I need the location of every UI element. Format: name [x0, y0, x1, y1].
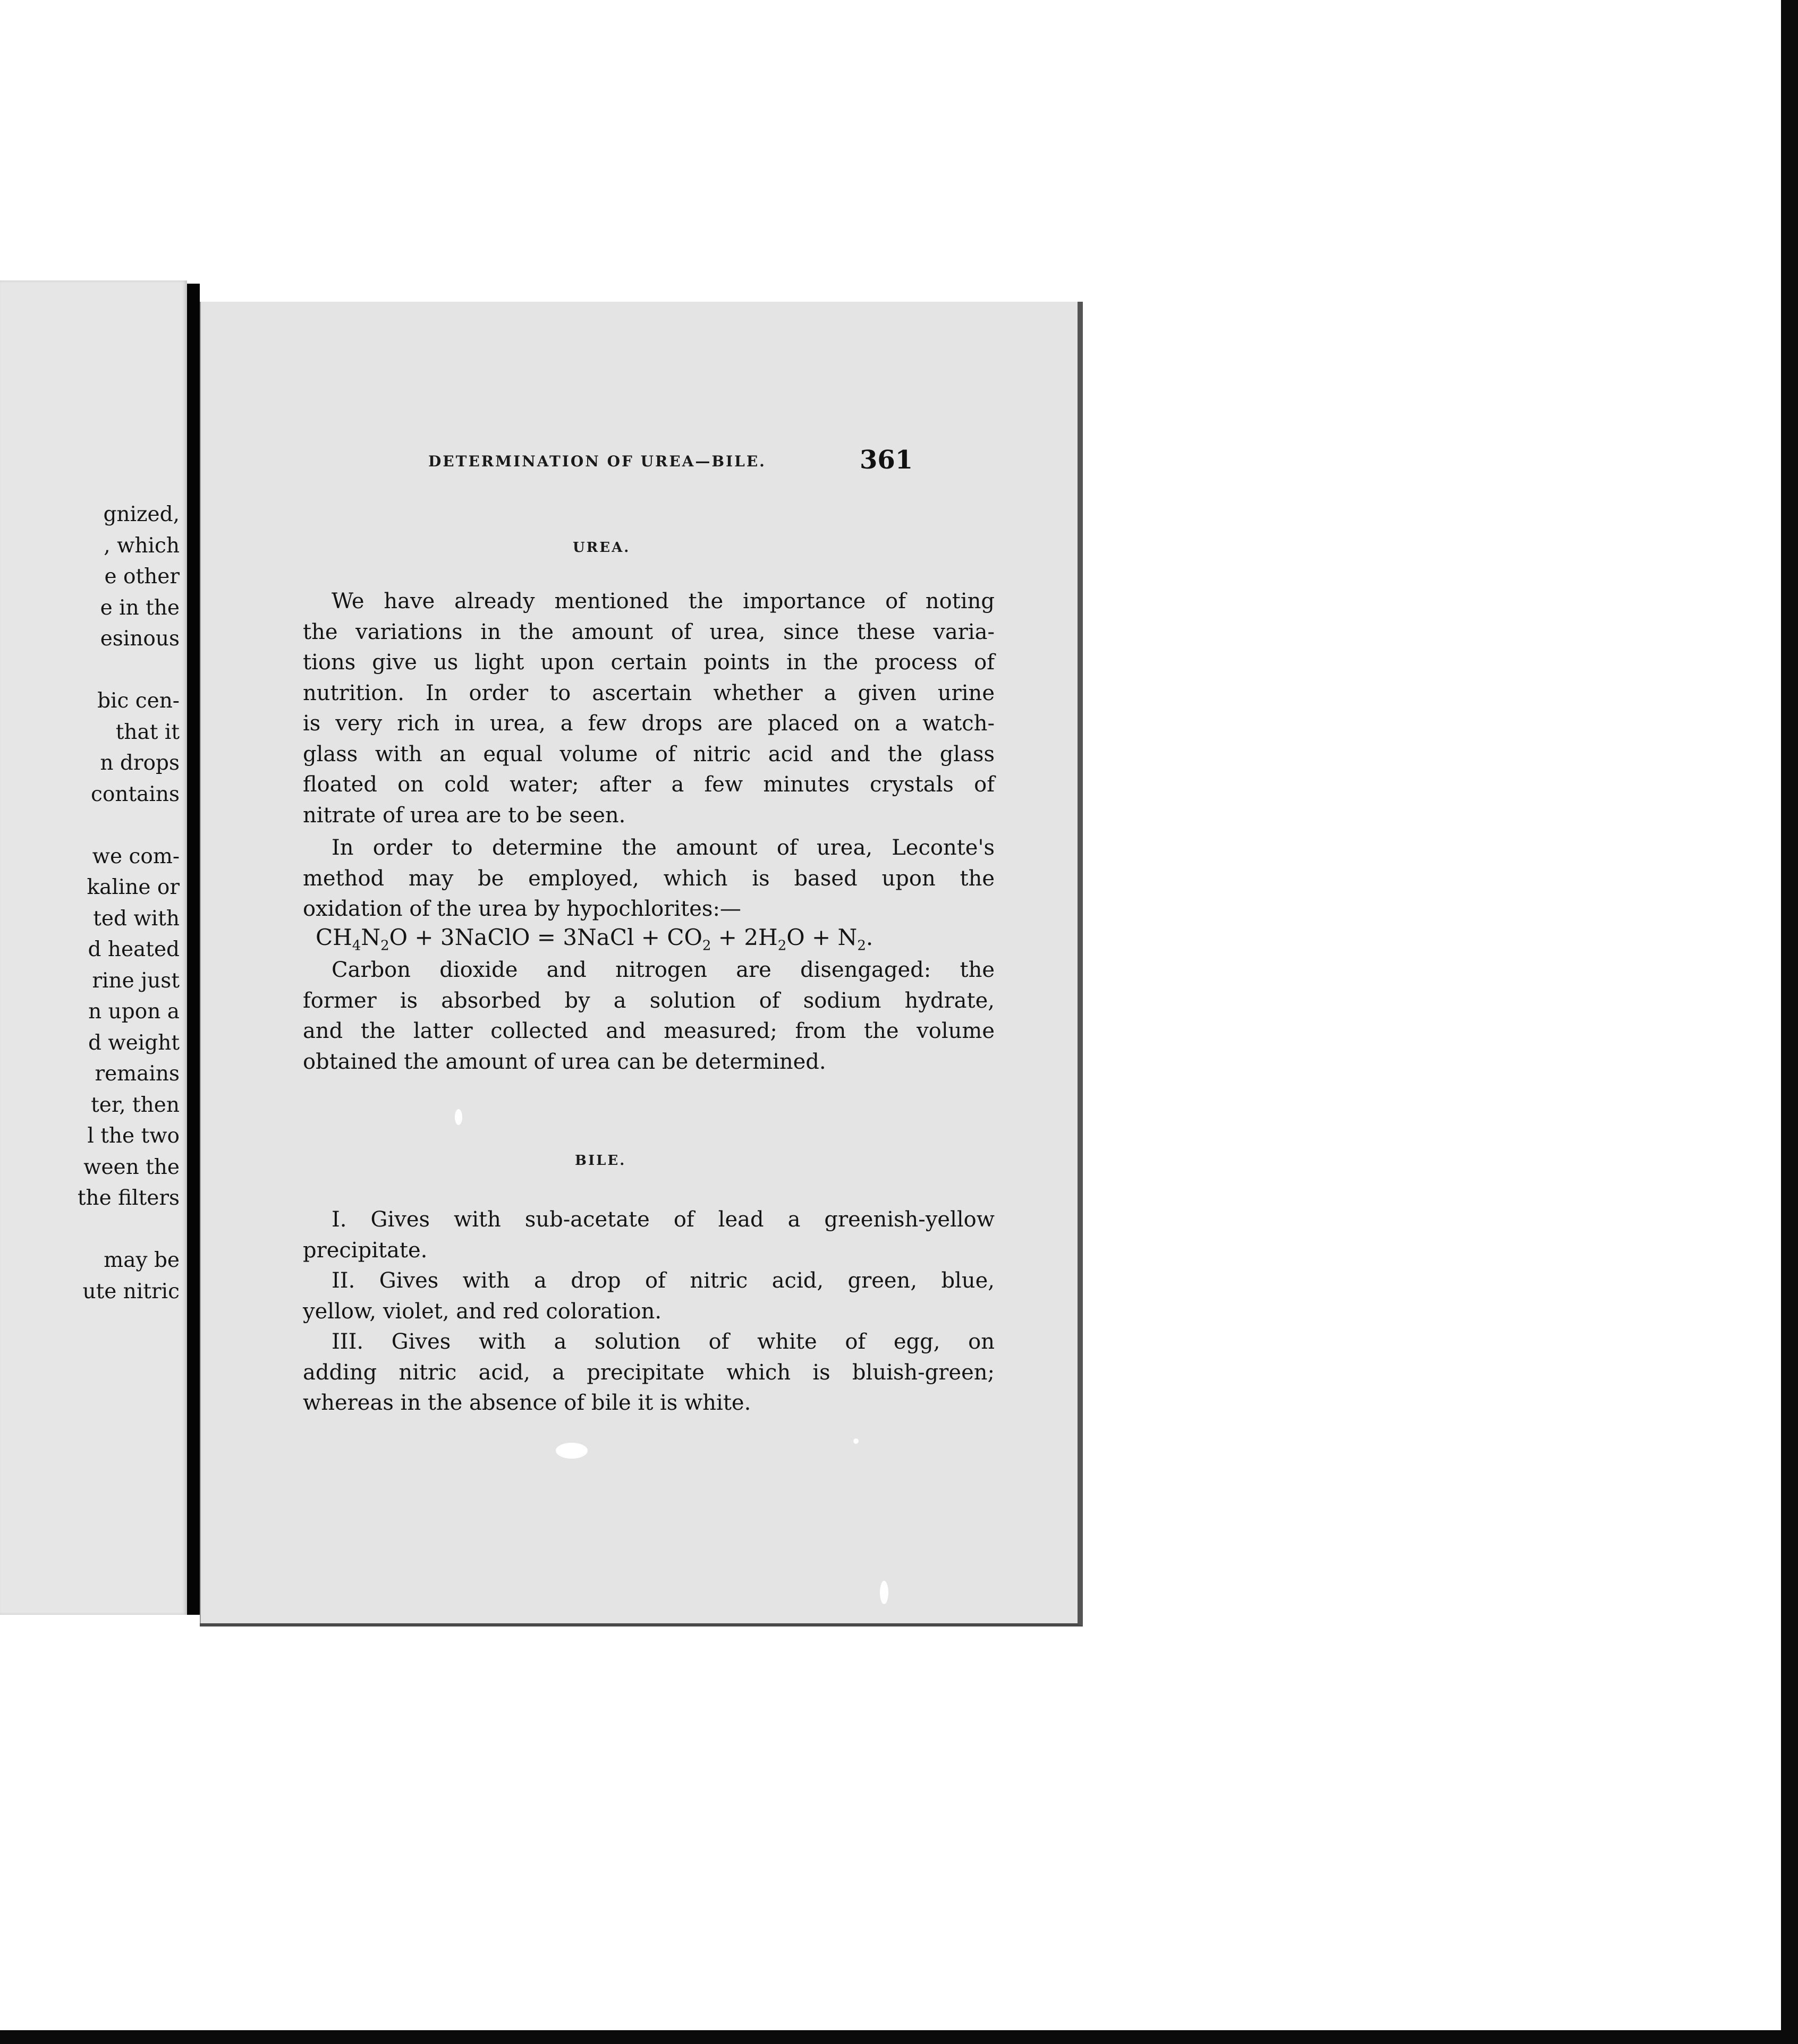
text-line: former is absorbed by a solution of sodium hydrate,: [303, 988, 995, 1013]
text-line: We have already mentioned the importance of noting: [332, 589, 995, 614]
scan-speck: [455, 1109, 462, 1125]
left-page-fragment: [0, 1214, 180, 1246]
left-page-fragment: [0, 655, 180, 686]
left-page-fragment: ute nitric: [82, 1279, 180, 1304]
chemical-equation: [316, 924, 873, 953]
section-heading-bile: BILE.: [575, 1153, 626, 1169]
left-page-fragment: rine just: [92, 968, 180, 993]
left-page-fragment: e other: [104, 565, 180, 589]
bile-item-3: [303, 1327, 995, 1419]
left-page-fragment: the filters: [77, 1186, 180, 1210]
text-line: precipitate.: [303, 1238, 428, 1263]
left-page-fragment: ween the: [83, 1155, 180, 1179]
bile-item-2: [303, 1266, 995, 1327]
left-page: [0, 280, 187, 1615]
scan-border-right: [1781, 0, 1798, 2044]
text-line: I. Gives with sub-acetate of lead a greenish-yellow: [332, 1207, 995, 1232]
text-line: nitrate of urea are to be seen.: [303, 803, 626, 828]
equation-subscript: 2: [857, 938, 866, 954]
text-line: oxidation of the urea by hypochlorites:—: [303, 897, 741, 921]
text-line: Carbon dioxide and nitrogen are disengaged: the: [332, 958, 995, 982]
book-spine: [187, 284, 200, 1615]
left-page-fragment: contains: [91, 782, 180, 806]
page-number: 361: [860, 445, 913, 475]
equation-part: N: [361, 924, 381, 950]
left-page-fragment: that it: [115, 720, 180, 744]
equation-subscript: 2: [777, 938, 787, 954]
left-page-fragment: e in the: [100, 595, 180, 620]
urea-paragraph-3: [303, 955, 995, 1077]
equation-part: CH: [316, 924, 352, 950]
scan-speck: [880, 1581, 888, 1604]
text-line: II. Gives with a drop of nitric acid, green, blue,: [332, 1268, 995, 1293]
left-page-text-fragments: [0, 499, 180, 1307]
text-line: tions give us light upon certain points in the process of: [303, 650, 995, 675]
scan-speck: [853, 1438, 859, 1444]
left-page-fragment: we com-: [92, 844, 180, 868]
left-page-fragment: , which: [104, 533, 180, 558]
text-line: yellow, violet, and red coloration.: [303, 1299, 662, 1324]
left-page-fragment: gnized,: [103, 503, 180, 526]
left-page-fragment: d weight: [88, 1030, 180, 1055]
equation-part: .: [866, 924, 873, 950]
text-line: whereas in the absence of bile it is white.: [303, 1391, 751, 1415]
left-page-fragment: d heated: [88, 938, 180, 961]
left-page-fragment: n upon a: [88, 1000, 180, 1024]
bile-item-1: [303, 1205, 995, 1266]
running-header: [428, 445, 1083, 477]
text-line: is very rich in urea, a few drops are placed on a watch-: [303, 711, 995, 736]
text-line: obtained the amount of urea can be determined.: [303, 1049, 826, 1074]
right-page: [200, 302, 1083, 1626]
equation-subscript: 2: [702, 938, 711, 954]
left-page-fragment: n drops: [100, 751, 180, 775]
equation-subscript: 2: [380, 938, 389, 954]
running-title: DETERMINATION OF UREA—BILE.: [428, 453, 766, 470]
left-page-fragment: kaline or: [87, 875, 180, 899]
text-line: method may be employed, which is based upon the: [303, 866, 995, 891]
text-line: III. Gives with a solution of white of egg, on: [332, 1330, 995, 1354]
equation-part: + 2H: [711, 924, 778, 950]
left-page-fragment: bic cen-: [97, 689, 180, 713]
text-line: In order to determine the amount of urea, Leconte's: [332, 836, 995, 860]
left-page-fragment: l the two: [87, 1124, 180, 1148]
equation-subscript: 4: [352, 938, 361, 954]
scan-border-bottom: [0, 2030, 1798, 2044]
left-page-fragment: esinous: [100, 627, 180, 651]
text-line: nutrition. In order to ascertain whether a given urine: [303, 680, 995, 705]
left-page-fragment: remains: [95, 1062, 180, 1086]
section-heading-urea: UREA.: [573, 540, 631, 556]
text-line: and the latter collected and measured; from the volume: [303, 1019, 995, 1043]
urea-paragraph-2: [303, 833, 995, 925]
scan-speck: [556, 1443, 588, 1459]
text-line: floated on cold water; after a few minutes crystals of: [303, 772, 995, 797]
urea-paragraph-1: [303, 586, 995, 831]
left-page-fragment: [0, 810, 180, 841]
text-line: glass with an equal volume of nitric acid and the glass: [303, 742, 995, 766]
equation-part: O + N: [786, 924, 858, 950]
text-line: adding nitric acid, a precipitate which is bluish-green;: [303, 1360, 995, 1385]
equation-part: O + 3NaClO = 3NaCl + CO: [389, 924, 702, 950]
left-page-fragment: may be: [104, 1248, 180, 1272]
left-page-fragment: ter, then: [91, 1093, 180, 1117]
text-line: the variations in the amount of urea, since these varia-: [303, 619, 995, 644]
left-page-fragment: ted with: [93, 906, 180, 931]
